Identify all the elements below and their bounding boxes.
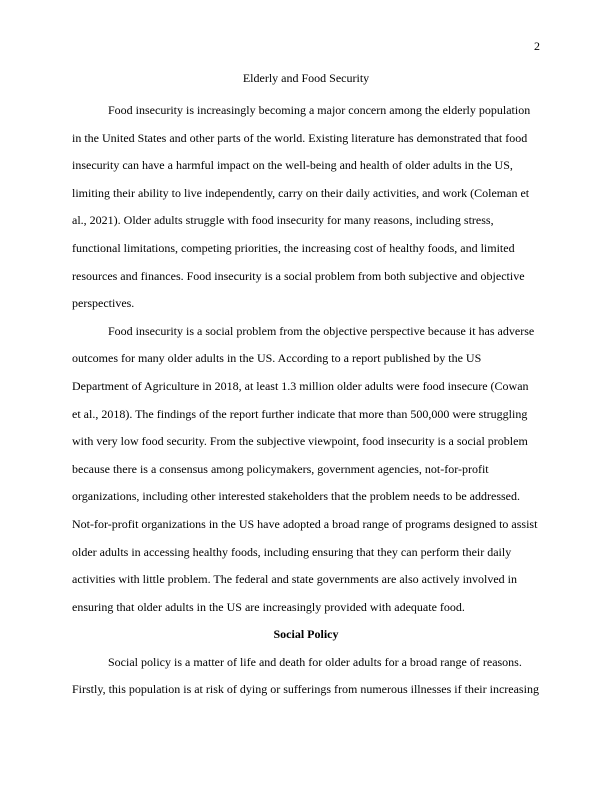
- section-heading: Social Policy: [273, 627, 339, 642]
- paragraph-line: insecurity can have a harmful impact on the well-being and health of older adults in the US,: [72, 158, 513, 173]
- page-number: 2: [534, 39, 540, 53]
- paragraph-line: Food insecurity is a social problem from the objective perspective because it has adverse: [108, 323, 535, 338]
- paragraph-line: Firstly, this population is at risk of dying or sufferings from numerous illnesses if their increasing: [72, 682, 539, 697]
- paragraph-line: with very low food security. From the subjective viewpoint, food insecurity is a social problem: [72, 434, 528, 449]
- paragraph-3: [72, 649, 540, 704]
- paragraph-line: in the United States and other parts of the world. Existing literature has demonstrated that food: [72, 130, 528, 145]
- paragraph-line: older adults in accessing healthy foods, including ensuring that they can perform their daily: [72, 544, 512, 559]
- paragraph-line: ensuring that older adults in the US are increasingly provided with adequate food.: [72, 599, 465, 614]
- paragraph-line: outcomes for many older adults in the US. According to a report published by the US: [72, 351, 482, 366]
- paragraph-line: Social policy is a matter of life and death for older adults for a broad range of reasons.: [108, 654, 522, 669]
- paragraph-2: [72, 318, 540, 622]
- paragraph-line: limiting their ability to live independently, carry on their daily activities, and work (Coleman et: [72, 185, 530, 200]
- paragraph-line: Department of Agriculture in 2018, at least 1.3 million older adults were food insecure (Cowan: [72, 378, 529, 393]
- paragraph-line: Not-for-profit organizations in the US have adopted a broad range of programs designed to assist: [72, 516, 538, 531]
- paragraph-line: et al., 2018). The findings of the report further indicate that more than 500,000 were struggling: [72, 406, 528, 421]
- paragraph-line: activities with little problem. The federal and state governments are also actively involved in: [72, 572, 517, 587]
- paragraph-line: al., 2021). Older adults struggle with food insecurity for many reasons, including stress,: [72, 213, 494, 228]
- paragraph-line: organizations, including other interested stakeholders that the problem needs to be addressed.: [72, 489, 520, 504]
- document-body: [72, 70, 540, 704]
- paragraph-line: functional limitations, competing priorities, the increasing cost of healthy foods, and limited: [72, 240, 515, 255]
- paragraph-1: [72, 97, 540, 318]
- paragraph-line: resources and finances. Food insecurity is a social problem from both subjective and objective: [72, 268, 525, 283]
- document-title: Elderly and Food Security: [242, 71, 370, 85]
- paragraph-line: because there is a consensus among policymakers, government agencies, not-for-profit: [72, 461, 489, 476]
- paragraph-line: perspectives.: [72, 296, 135, 311]
- paragraph-line: Food insecurity is increasingly becoming a major concern among the elderly population: [108, 103, 531, 117]
